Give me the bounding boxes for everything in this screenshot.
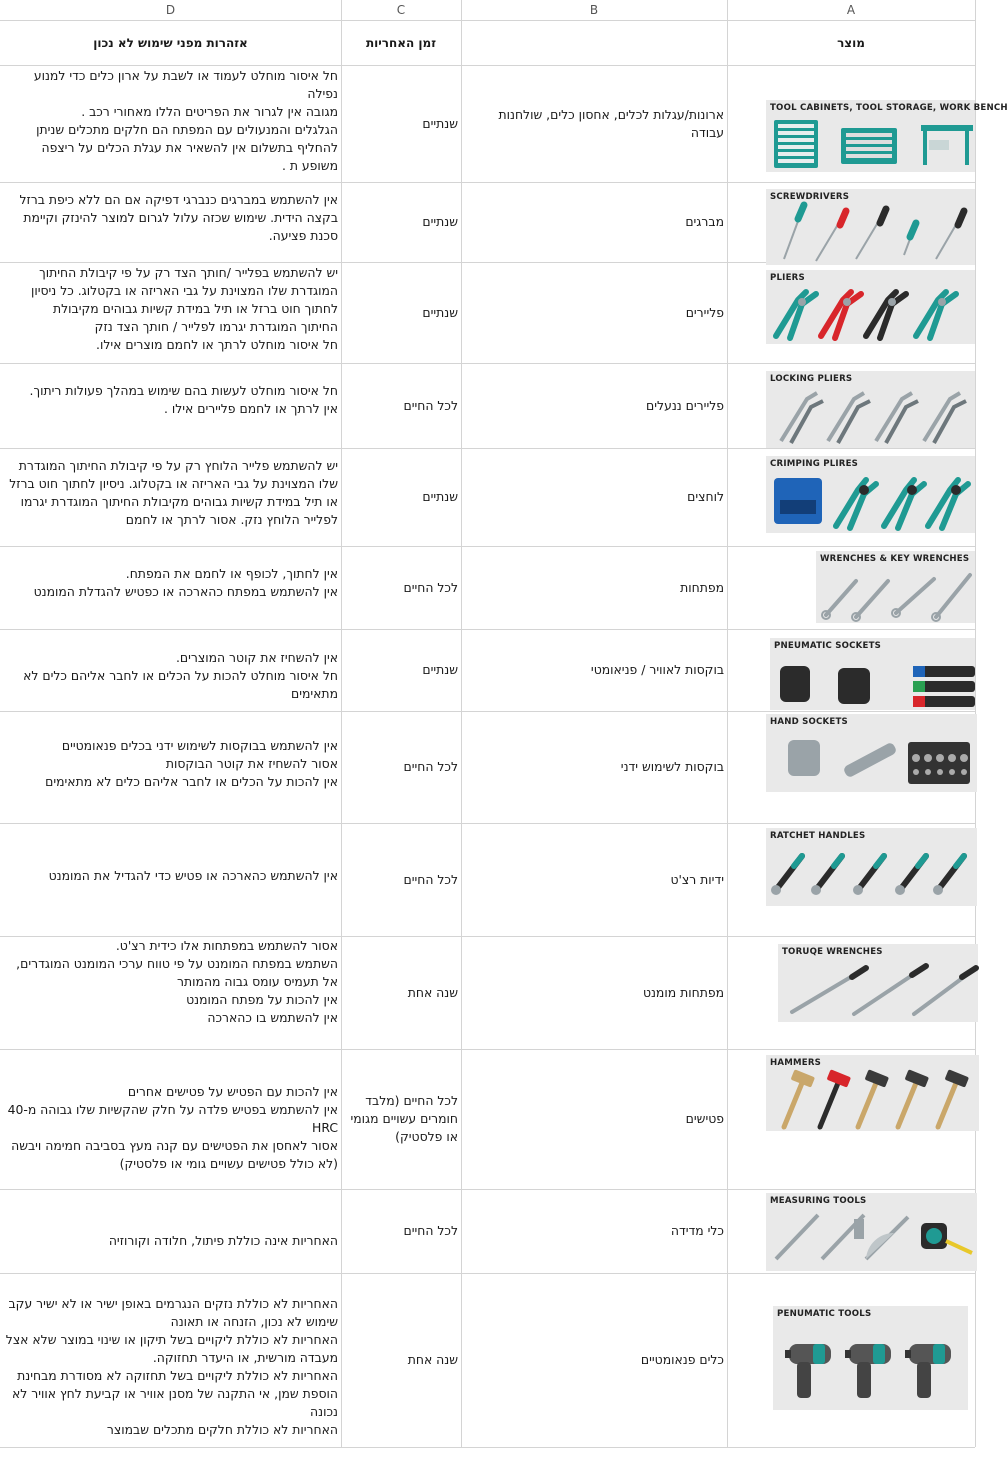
image-card-label: LOCKING PLIERS [770,374,853,384]
image-card-label: WRENCHES & KEY WRENCHES [820,554,970,564]
image-card-label: TORUQE WRENCHES [782,947,883,957]
grid-hline [0,1447,975,1448]
product-cell[interactable] [461,182,727,262]
warranty-text: שנה אחת [407,984,458,1000]
image-card-label: TOOL CABINETS, TOOL STORAGE, WORK BENCH [770,103,1008,113]
warranty-text: שנתיים [422,115,458,131]
warranty-text: שנתיים [422,662,458,677]
warnings-text: חל איסור מוחלט לעמוד או לשבת על ארון כלים כדי למנוע נפילה מגובה אין לגרור את הפריטים הללו מאחורי רכב . הגלגלים והמנעולים עם המפתח הם חלקים מתכלים שניתן להחליף בתשלום אין להשאיר את עגלת הכלים על ריצפה משופע ת . [33,68,338,173]
product-text: בוקסות לאוויר / פניאומטי [590,662,724,677]
product-cell[interactable] [461,65,727,182]
warnings-cell[interactable] [0,262,341,363]
product-cell[interactable] [461,1273,727,1447]
header-cell-product[interactable] [727,20,975,65]
image-card-label: PNEUMATIC SOCKETS [774,641,882,651]
pneumatic-sockets-image-drawing [770,638,975,710]
warnings-text: האחריות אינה כוללת פיתול, חלודה וקורוזיה [108,1233,338,1248]
product-text: כלי מדידה [670,1223,724,1238]
measuring-tools-image-drawing [766,1193,977,1271]
product-cell[interactable] [461,546,727,629]
product-cell[interactable] [461,262,727,363]
warranty-text: לכל החיים [403,759,458,774]
warnings-cell[interactable] [0,823,341,936]
warranty-text: שנתיים [422,304,458,320]
warnings-cell[interactable] [0,65,341,182]
warnings-text: אין לחתוך, לכופף או לחמם את המפתח. אין להשתמש במפתח כהארכה או כפטיש להגדלת המומנט [33,566,338,599]
warranty-cell[interactable] [341,363,461,448]
warranty-text: שנה אחת [407,1352,458,1367]
header-product: מוצר [837,35,865,50]
grid-vline [727,0,728,1447]
warranty-cell[interactable] [341,546,461,629]
pneumatic-sockets-image [770,638,975,710]
product-text: פליירים ננעלים [646,397,724,413]
screwdrivers-image-drawing [766,189,975,265]
product-text: מפתחות מומנט [642,984,724,1000]
column-letter-2[interactable]: B [461,0,727,21]
warranty-cell[interactable] [341,936,461,1049]
warnings-cell[interactable] [0,1189,341,1273]
pliers-image-drawing [766,270,975,344]
pneumatic-tools-image [773,1306,968,1410]
warnings-text: אין להכות עם הפטיש על פטישים אחרים אין להשתמש בפטיש פלדה על חלק שהקשיות שלו גבוהה מ-40 HRC אסור לאחסן את הפטישים עם קנה מעץ בסביבה חמימה ויבשה (לא כולל פטישים עשויים גומי או פלסטיק) [7,1084,338,1171]
image-card-label: CRIMPING PLIRES [770,459,859,469]
warnings-cell[interactable] [0,629,341,711]
locking-pliers-image [766,371,975,448]
tool-cabinets-image-drawing [766,100,975,172]
warranty-text: שנתיים [422,489,458,504]
product-cell[interactable] [461,936,727,1049]
warranty-cell[interactable] [341,1189,461,1273]
wrenches-image [816,551,975,623]
product-cell[interactable] [461,629,727,711]
warnings-cell[interactable] [0,1049,341,1189]
warranty-text: לכל החיים [403,397,458,413]
warranty-cell[interactable] [341,65,461,182]
crimping-pliers-image [766,456,975,533]
product-cell[interactable] [461,823,727,936]
warnings-cell[interactable] [0,1273,341,1447]
warnings-cell[interactable] [0,182,341,262]
warranty-cell[interactable] [341,629,461,711]
hammers-image [766,1055,979,1131]
product-cell[interactable] [461,448,727,546]
warnings-text: יש להשתמש פלייר הלוחץ רק על פי קיבולת החיתוך המוגדרת שלו המצוינת על גבי האריזה או בקטלוג. ניסיון לחתוך חוט ברזל או תיל במידת קשיות גבוהים מקיבולת החיתוך המוגדרת יגרמו לפלייר הלוחץ נזק. אסור לרתך או לחמם [9,458,338,527]
warranty-text: שנתיים [422,214,458,229]
column-letter-0[interactable]: D [0,0,341,21]
product-text: פליירים [685,304,724,320]
image-card-label: MEASURING TOOLS [770,1196,867,1206]
wrenches-image-drawing [816,551,975,623]
image-card-label: RATCHET HANDLES [770,831,866,841]
tool-cabinets-image [766,100,1008,172]
image-card-label: HAMMERS [770,1058,822,1068]
hand-sockets-image-drawing [766,714,977,792]
ratchet-handles-image-drawing [766,828,977,906]
warnings-text: יש להשתמש בפלייר /חותך הצד רק על פי קיבולת החיתוך המוגדרת שלו המצוינת על גבי האריזה או בקטלוג. כל ניסיון לחתוך חוט ברזל או תיל במידת קשיות גבוהים מקיבולת החיתוך המוגדרת יגרמו לפלייר / חותך הצד נזק חל איסור מוחלט לרתך או לחמם מוצרים אילו. [30,265,338,352]
product-text: לוחצים [687,489,724,504]
warnings-cell[interactable] [0,546,341,629]
crimping-pliers-image-drawing [766,456,975,533]
header-cell-warnings[interactable] [0,20,341,65]
image-card-label: PENUMATIC TOOLS [777,1309,872,1319]
warranty-cell[interactable] [341,1273,461,1447]
warranty-cell[interactable] [341,182,461,262]
product-text: ארונות/עגלות לכלים, אחסון כלים, שולחנות עבודה [498,106,724,140]
image-card-label: PLIERS [770,273,805,283]
product-cell[interactable] [461,1049,727,1189]
product-text: פטישים [685,1111,724,1126]
product-cell[interactable] [461,363,727,448]
header-warnings: אזהרות מפני שימוש לא נכון [93,35,248,50]
product-text: מברגים [685,214,724,229]
product-text: מפתחות [680,579,724,595]
warranty-cell[interactable] [341,1049,461,1189]
locking-pliers-image-drawing [766,371,975,448]
image-card-label: HAND SOCKETS [770,717,848,727]
torque-wrenches-image-drawing [778,944,978,1022]
warnings-cell[interactable] [0,448,341,546]
warnings-text: אסור להשתמש במפתחות אלו כידית רצ'ט. השתמש במפתח המומנט על פי טווח ערכי המומנט המוגדרים, אל תעמיס עומס גבוה מהמותר אין להכות על מפתח המומנט אין להשתמש בו כהארכה [16,938,338,1025]
column-letter-3[interactable]: A [727,0,975,21]
product-cell[interactable] [461,711,727,823]
screwdrivers-image [766,189,975,265]
pliers-image [766,270,975,344]
pneumatic-tools-image-drawing [773,1306,968,1410]
hammers-image-drawing [766,1055,979,1131]
warnings-cell[interactable] [0,936,341,1049]
warnings-text: אין להשתמש בבוקסות לשימוש ידני בכלים פנאומטיים אסור להשחיז את קוטר הבוקסות אין להכות על הכלים או לחבר אליהם כלים לא מתאימים [45,738,338,789]
warranty-cell[interactable] [341,823,461,936]
warranty-cell[interactable] [341,262,461,363]
hand-sockets-image [766,714,977,792]
warnings-text: האחריות לא כוללת נזקים הנגרמים באופן ישיר או לא ישיר עקב שימוש לא נכון, הזנחה או תאונה האחריות לא כוללת ליקויים בשל תיקון או שינוי במוצר שלא אצל מעבדה מורשית, או היעדר תחזוקה. האחריות לא כוללת ליקויים בשל תחזוקה לא מסודרת מבחינת הוספת שמן, אי התקנה של מסנן אוויר או קביעת לחץ אוויר לא נכונה האחריות לא כוללת חלקים מתכלים שבמוצר [5,1296,338,1437]
warranty-text: לכל החיים [403,1223,458,1238]
header-cell-warranty[interactable] [341,20,461,65]
warranty-text: לכל החיים [403,579,458,595]
warnings-cell[interactable] [0,363,341,448]
ratchet-handles-image [766,828,977,906]
product-text: בוקסות לשימוש ידני [620,759,724,774]
warranty-text: לכל החיים [403,871,458,887]
warranty-cell[interactable] [341,711,461,823]
warranty-text: לכל החיים (מלבד חומרים עשויים מגומי או פלסטיק) [350,1093,458,1144]
warnings-text: אין להשתמש במברגים כנברגי דפיקה אם הם ללא כיפת ברזל בקצה הידית. שימוש שכזה עלול לגרום למוצר להינזק וקיימת סכנת פציעה. [19,192,338,243]
measuring-tools-image [766,1193,977,1271]
warnings-text: חל איסור מוחלט לעשות בהם שימוש במהלך פעולות ריתוך. אין לרתך או לחמם פליירים אילו . [29,383,338,416]
header-warranty: זמן האחריות [365,35,437,50]
product-text: כלים פנאומטיים [640,1352,724,1367]
column-letter-1[interactable]: C [341,0,461,21]
warnings-text: אין להשתמש כהארכה או פטיש כדי להגדיל את המומנט [48,868,338,883]
image-card-label: SCREWDRIVERS [770,192,850,202]
warranty-cell[interactable] [341,448,461,546]
torque-wrenches-image [778,944,978,1022]
warnings-cell[interactable] [0,711,341,823]
product-text: ידיות רצ'ט [670,871,724,887]
product-cell[interactable] [461,1189,727,1273]
warnings-text: אין להשחיז את קוטר המוצרים. חל איסור מוחלט להכות על הכלים או לחבר אליהם כלים לא מתאימים [23,650,338,701]
